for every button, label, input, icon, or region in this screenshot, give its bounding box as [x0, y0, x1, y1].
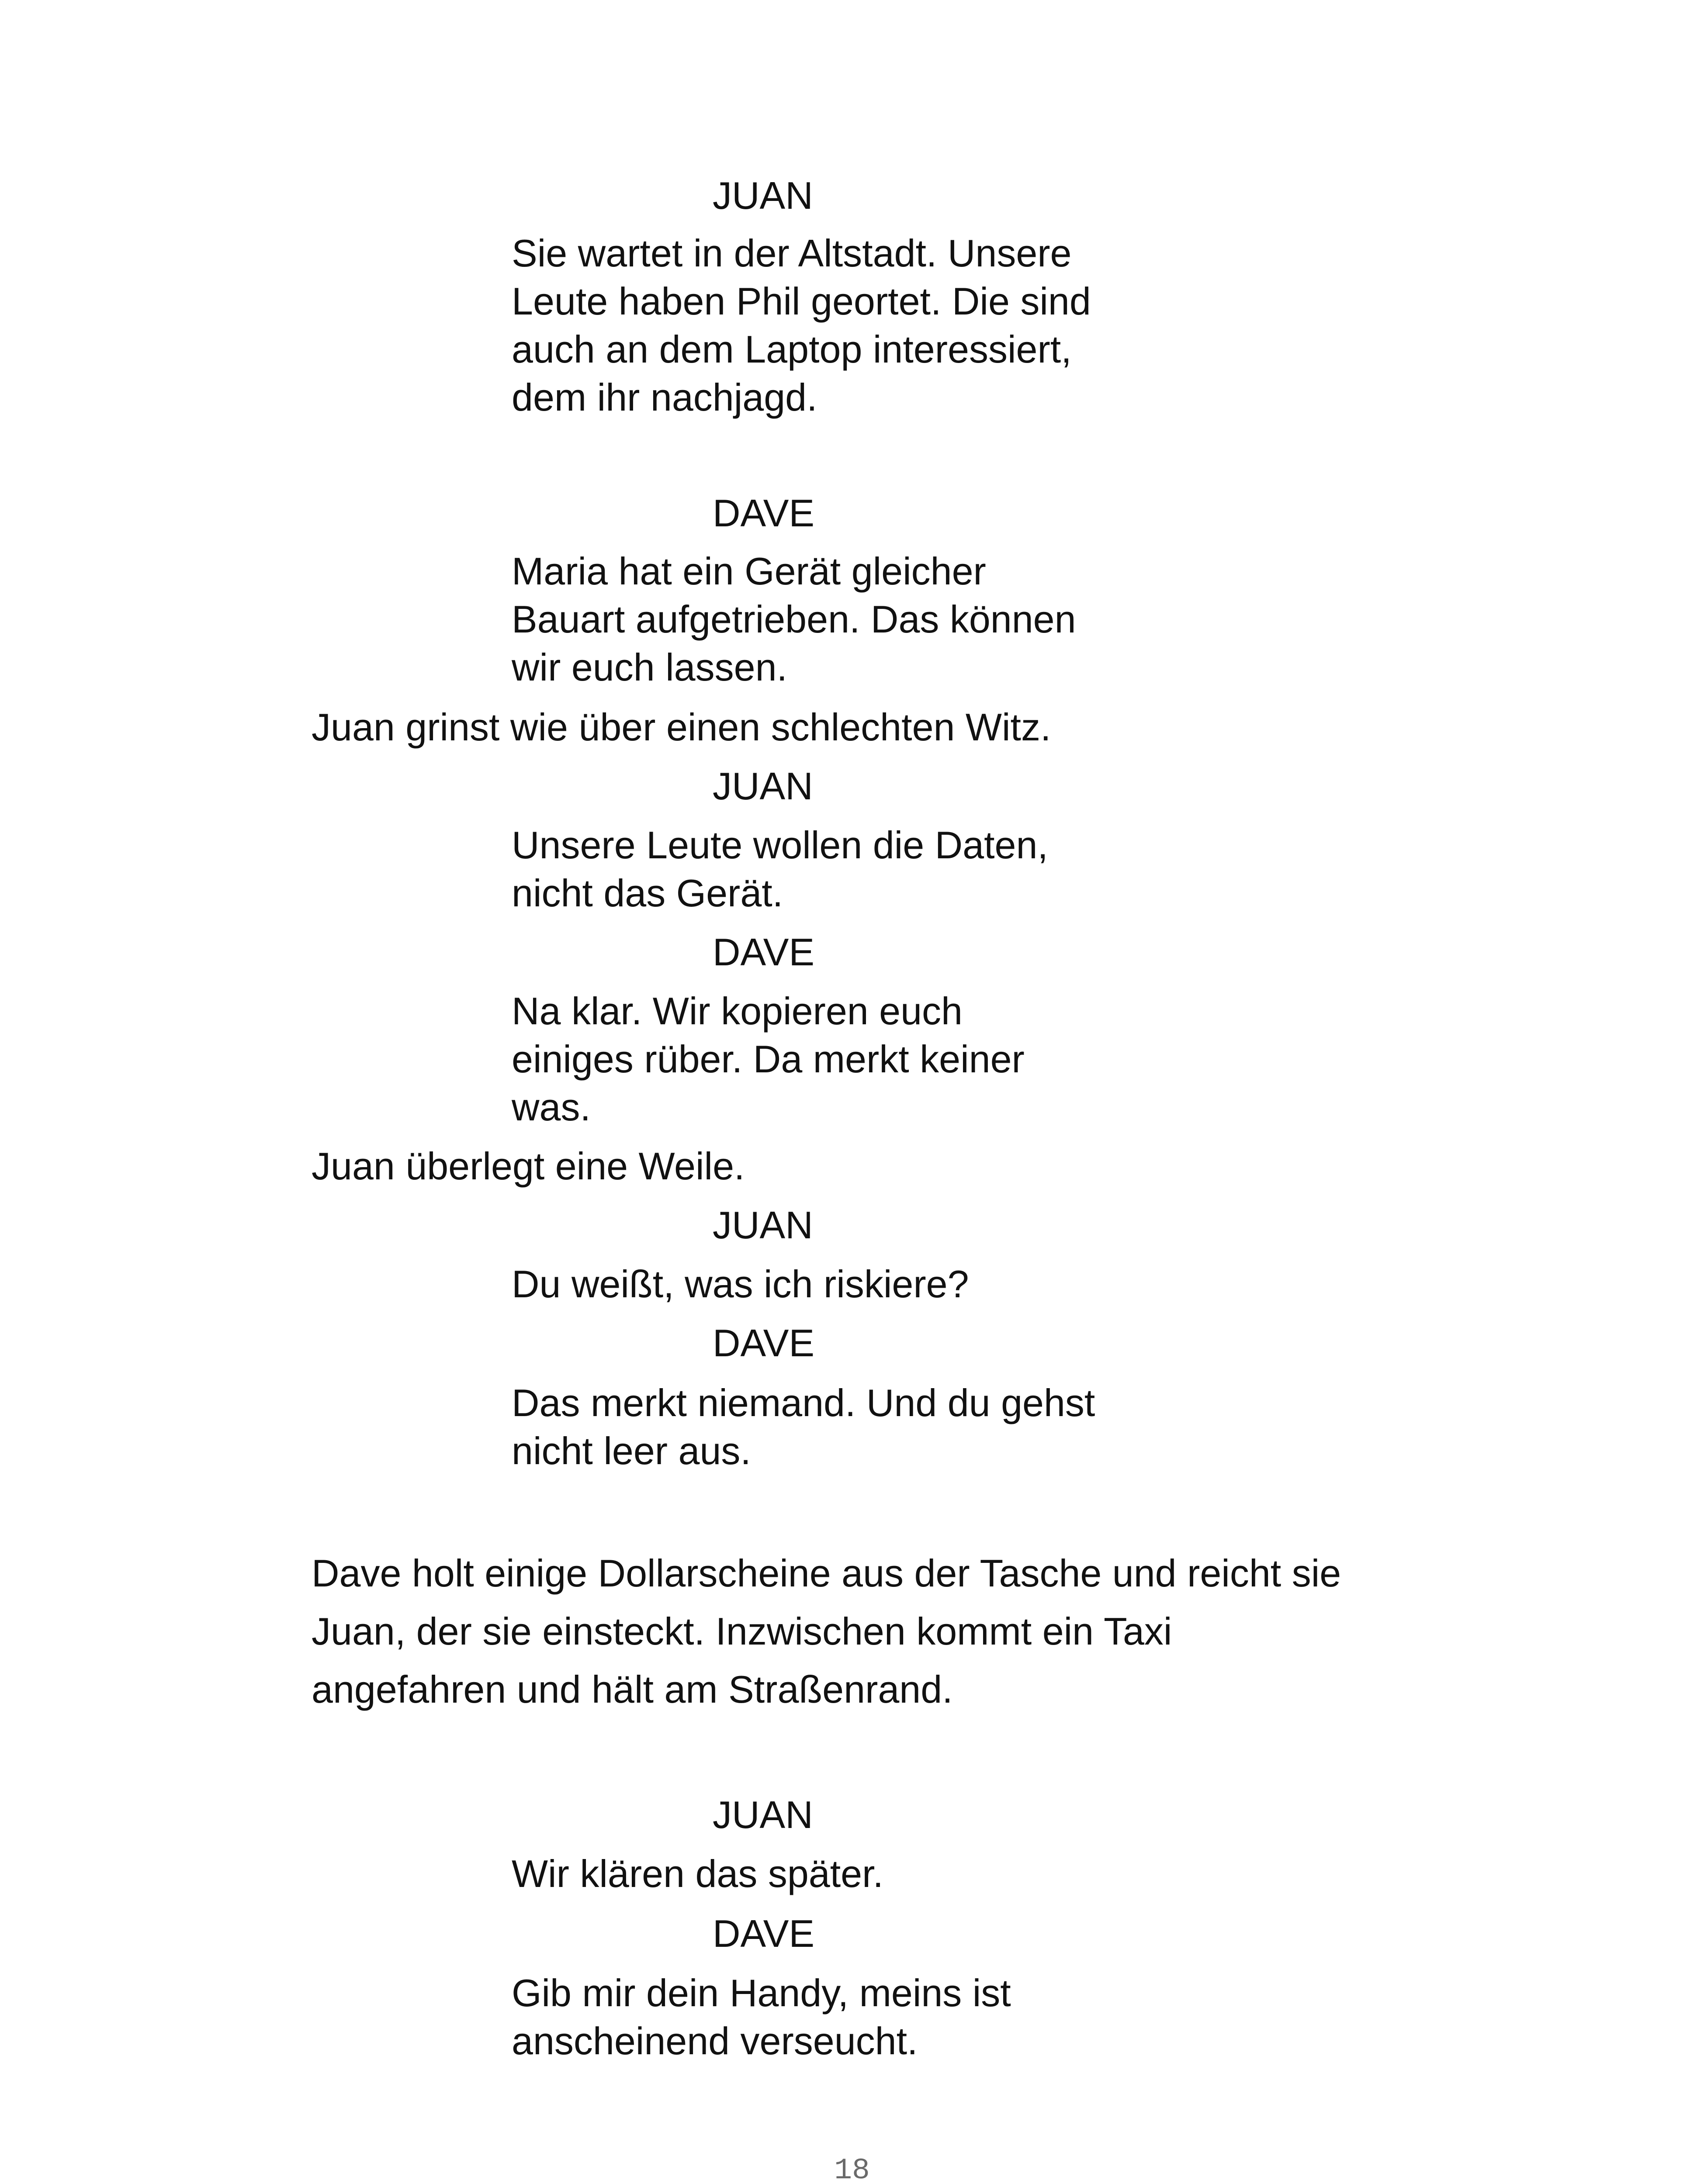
action-line: Dave holt einige Dollarscheine aus der Tasche und reicht sie	[312, 1552, 1341, 1595]
page-number: 18	[834, 2154, 870, 2184]
dialogue-line: auch an dem Laptop interessiert,	[512, 328, 1072, 371]
dialogue-line: was.	[512, 1085, 591, 1129]
character-name: DAVE	[713, 1912, 815, 1955]
dialogue-line: Sie wartet in der Altstadt. Unsere	[512, 232, 1072, 275]
dialogue-line: nicht das Gerät.	[512, 871, 783, 915]
character-name: JUAN	[713, 764, 813, 808]
dialogue-line: Wir klären das später.	[512, 1852, 883, 1895]
action-line: Juan grinst wie über einen schlechten Witz.	[312, 705, 1051, 749]
character-name: DAVE	[713, 1321, 815, 1365]
dialogue-line: Na klar. Wir kopieren euch	[512, 989, 963, 1033]
dialogue-line: Maria hat ein Gerät gleicher	[512, 549, 986, 593]
dialogue-line: wir euch lassen.	[512, 646, 787, 689]
action-line: angefahren und hält am Straßenrand.	[312, 1668, 953, 1711]
dialogue-line: Gib mir dein Handy, meins ist	[512, 1971, 1011, 2015]
character-name: JUAN	[713, 1793, 813, 1836]
dialogue-line: Das merkt niemand. Und du gehst	[512, 1381, 1095, 1424]
action-line: Juan, der sie einsteckt. Inzwischen kommt ein Taxi	[312, 1610, 1172, 1653]
character-name: JUAN	[713, 174, 813, 217]
dialogue-line: nicht leer aus.	[512, 1429, 751, 1472]
dialogue-line: Leute haben Phil geortet. Die sind	[512, 280, 1091, 323]
dialogue-line: anscheinend verseucht.	[512, 2019, 918, 2063]
character-name: JUAN	[713, 1203, 813, 1247]
dialogue-line: dem ihr nachjagd.	[512, 376, 817, 419]
action-line: Juan überlegt eine Weile.	[312, 1144, 745, 1188]
character-name: DAVE	[713, 930, 815, 974]
character-name: DAVE	[713, 491, 815, 535]
dialogue-line: Du weißt, was ich riskiere?	[512, 1262, 969, 1306]
dialogue-line: Bauart aufgetrieben. Das können	[512, 598, 1076, 641]
dialogue-line: Unsere Leute wollen die Daten,	[512, 823, 1048, 867]
dialogue-line: einiges rüber. Da merkt keiner	[512, 1037, 1025, 1081]
